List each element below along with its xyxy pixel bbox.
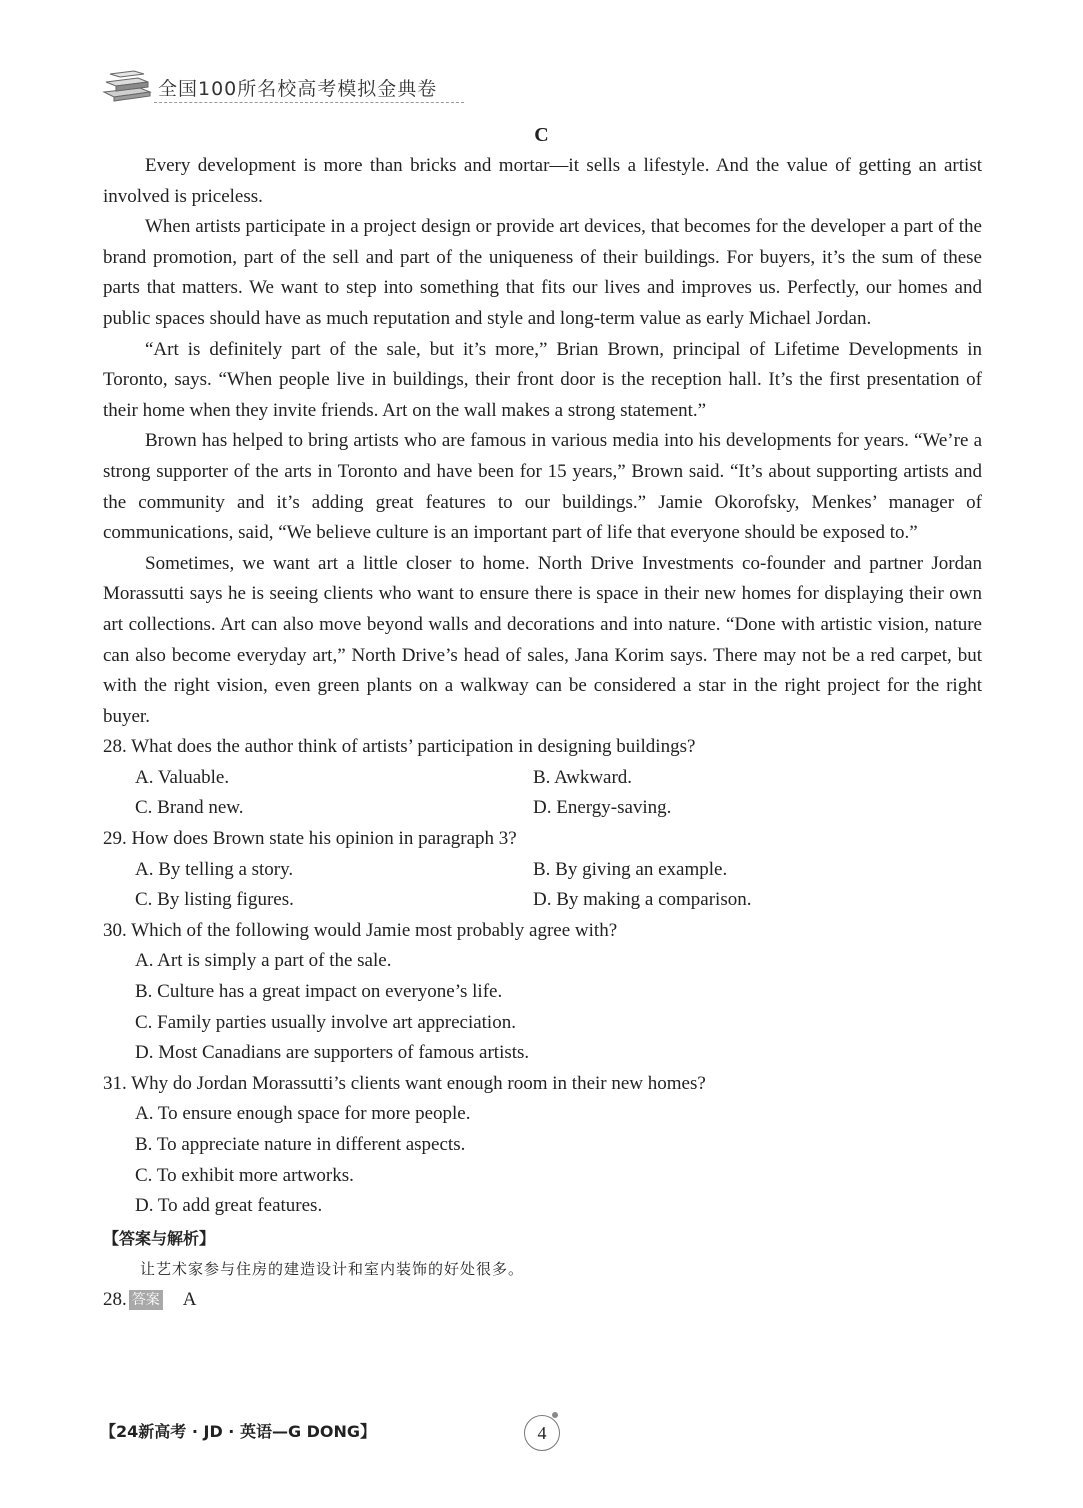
page-dot: [552, 1412, 558, 1418]
question-stem: 29. How does Brown state his opinion in paragraph 3?: [103, 828, 517, 850]
paragraph: Brown has helped to bring artists who are famous in various media into his developments for years. “We’re a strong supporter of the arts in Toronto and have been for 15 years,” Brown said. “It’s about supporting artists and the community and it’s adding great features to our buildings.” Jamie Okorofsky, Menkes’ manager of communications, said, “We believe culture is an important part of life that everyone should be exposed to.”: [103, 430, 982, 544]
paragraph: “Art is definitely part of the sale, but it’s more,” Brian Brown, principal of Lifetime Developments in Toronto, says. “When people live in buildings, their front door is the reception hall. It’s the first presentation of their home when they invite friends. Art on the wall makes a strong statement.”: [103, 338, 982, 421]
header-title: 全国100所名校高考模拟金典卷: [158, 78, 438, 100]
books-icon: [100, 70, 154, 104]
header: [100, 64, 465, 108]
answer-heading: 【答案与解析】: [103, 1228, 216, 1248]
option: A. Art is simply a part of the sale.: [135, 950, 392, 972]
footer-label: 【24新高考 · JD · 英语—G DONG】: [100, 1422, 377, 1441]
paragraph: When artists participate in a project design or provide art devices, that becomes for the developer a part of the brand promotion, part of the sell and part of the uniqueness of their buildings. For buyers, it’s the sum of these parts that matters. We want to step into something that fits our lives and improves us. Perfectly, our homes and public spaces should have as much reputation and style and long-term value as early Michael Jordan.: [103, 216, 982, 329]
header-divider: [154, 102, 464, 103]
option: B. Culture has a great impact on everyone’s life.: [135, 981, 503, 1003]
option-row: [103, 793, 982, 824]
option-row: [103, 885, 982, 916]
reading-passage: [103, 151, 982, 1316]
answer-value: A: [182, 1288, 197, 1310]
answer-row: [103, 1285, 982, 1316]
option: D. By making a comparison.: [533, 889, 752, 911]
option: A. To ensure enough space for more people.: [135, 1103, 471, 1125]
question-stem: 28. What does the author think of artists’ participation in designing buildings?: [103, 736, 696, 758]
option-row: [103, 855, 982, 886]
answer-summary: 让艺术家参与住房的建造设计和室内装饰的好处很多。: [140, 1260, 525, 1279]
answer-badge: 答案: [129, 1290, 163, 1310]
option: C. Family parties usually involve art appreciation.: [135, 1011, 516, 1033]
option: A. Valuable.: [135, 766, 230, 788]
option: C. To exhibit more artworks.: [135, 1164, 354, 1186]
option-row: [103, 763, 982, 794]
paragraph: Sometimes, we want art a little closer to home. North Drive Investments co-founder and partner Jordan Morassutti says he is seeing clients who want to ensure there is space in their new homes for displaying their own art collections. Art can also move beyond walls and decorations and into nature. “Done with artistic vision, nature can also become everyday art,” North Drive’s head of sales, Jana Korim says. There may not be a red carpet, but with the right vision, even green plants on a walkway can be considered a star in the right project for the right buyer.: [103, 552, 982, 727]
paragraph: Every development is more than bricks and mortar—it sells a lifestyle. And the value of getting an artist involved is priceless.: [103, 155, 982, 207]
option: D. To add great features.: [135, 1195, 323, 1217]
option: B. Awkward.: [533, 766, 633, 788]
page-number: 4: [524, 1415, 560, 1451]
answer-number: 28.: [103, 1288, 127, 1310]
option: C. Brand new.: [135, 797, 244, 819]
section-letter: C: [534, 124, 549, 146]
option: D. Energy-saving.: [533, 797, 672, 819]
question-stem: 30. Which of the following would Jamie most probably agree with?: [103, 919, 618, 941]
option: B. To appreciate nature in different aspects.: [135, 1134, 466, 1155]
option: D. Most Canadians are supporters of famous artists.: [135, 1042, 530, 1064]
question-stem: 31. Why do Jordan Morassutti’s clients want enough room in their new homes?: [103, 1072, 706, 1094]
option: B. By giving an example.: [533, 858, 728, 880]
option: A. By telling a story.: [135, 858, 294, 880]
option: C. By listing figures.: [135, 889, 294, 911]
